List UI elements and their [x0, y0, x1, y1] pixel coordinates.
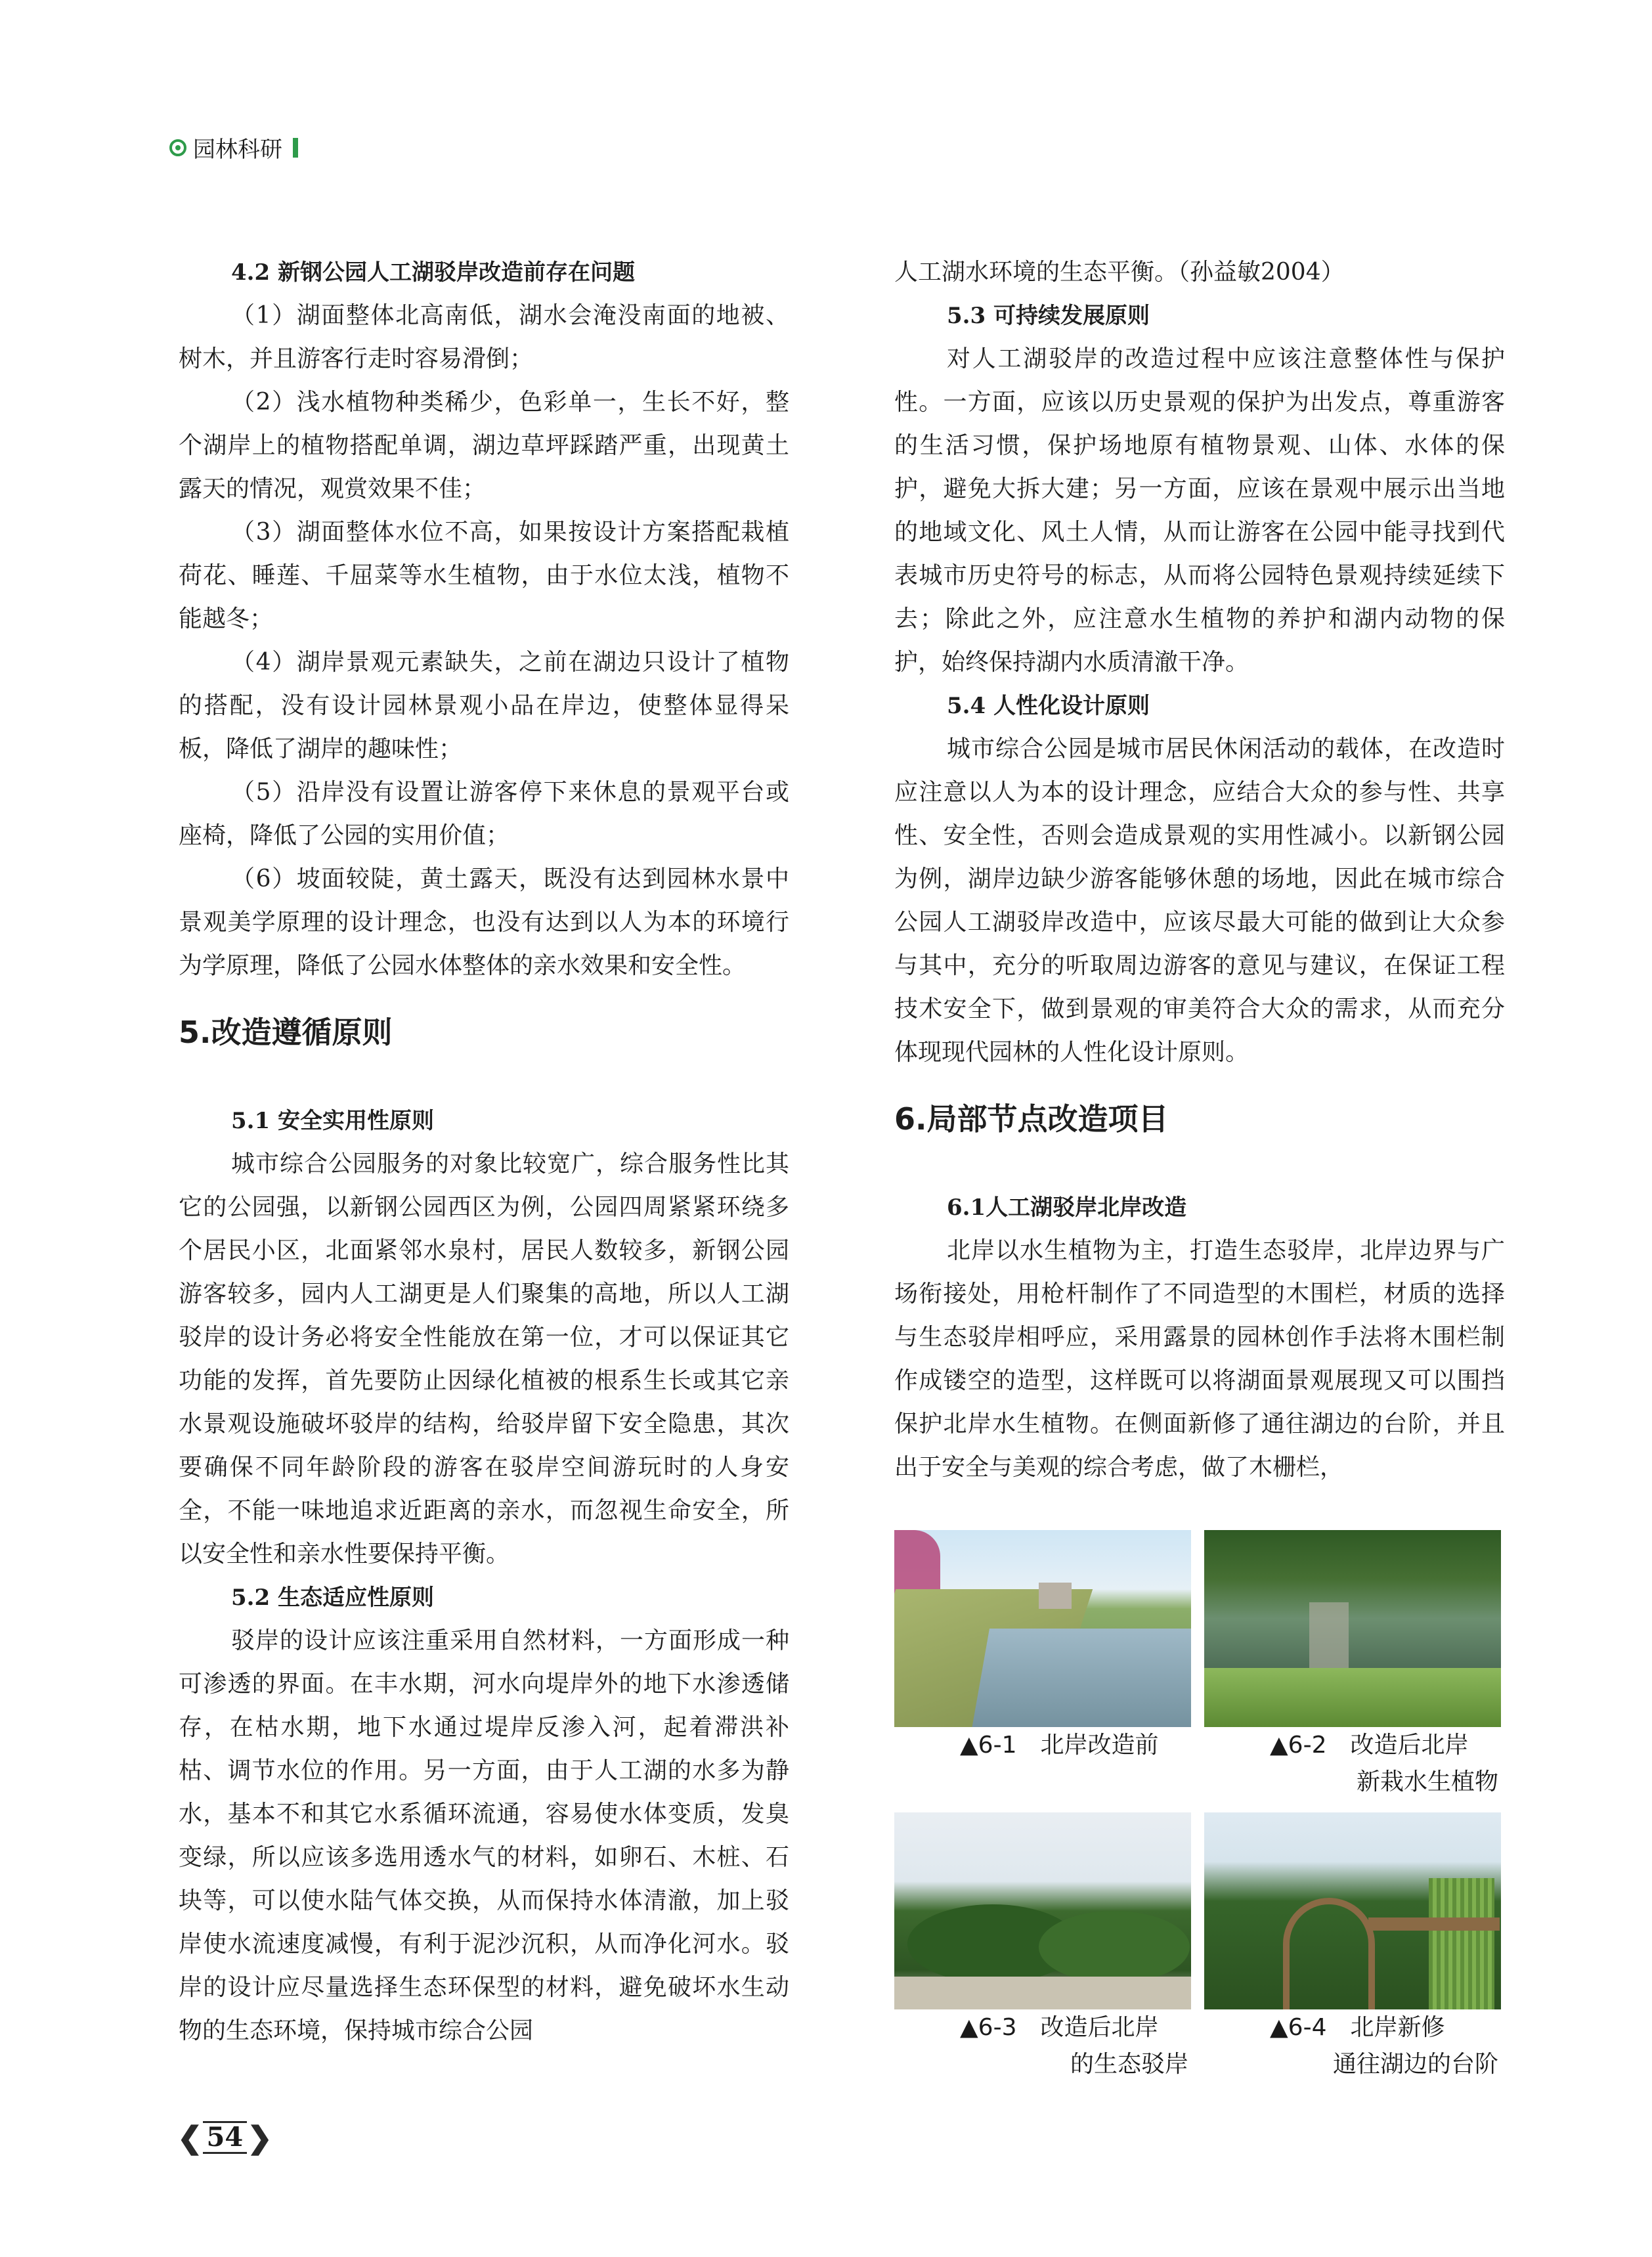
circle-logo-icon [169, 139, 186, 156]
section-5-4-paragraph: 城市综合公园是城市居民休闲活动的载体，在改造时应注意以人为本的设计理念，应结合大众的参与性、共享性、安全性，否则会造成景观的实用性减小。以新钢公园为例，湖岸边缺少游客能够休憩的场地，因此在城市综合公园人工湖驳岸改造中，应该尽最大可能的做到让大众参与其中，充分的听取周边游客的意见与建议，在保证工程技术安全下，做到景观的审美符合大众的需求，从而充分体现现代园林的人性化设计原则。 [894, 735, 1505, 1066]
section-5-1-paragraph: 城市综合公园服务的对象比较宽广，综合服务性比其它的公园强，以新钢公园西区为例，公园四周紧紧环绕多个居民小区，北面紧邻水泉村，居民人数较多，新钢公园游客较多，园内人工湖更是人们聚集的高地，所以人工湖驳岸的设计务必将安全性能放在第一位，才可以保证其它功能的发挥，首先要防止因绿化植被的根系生长或其它亲水景观设施破坏驳岸的结构，给驳岸留下安全隐患，其次要确保不同年龄阶段的游客在驳岸空间游玩时的人身安全，不能一味地追求近距离的亲水，而忽视生命安全，所以安全性和亲水性要保持平衡。 [179, 1150, 789, 1567]
figure-6-2 [1204, 1530, 1501, 1801]
section-5-3-title: 5.3 可持续发展原则 [947, 303, 1150, 329]
figure-caption: ▲6-4 北岸新修 通往湖边的台阶 [1270, 2014, 1498, 2078]
problem-item-6: （6）坡面较陡，黄土露天，既没有达到园林水景中景观美学原理的设计理念，也没有达到以人为本的环境行为学原理，降低了公园水体整体的亲水效果和安全性。 [179, 866, 789, 979]
figure-6-1 [894, 1530, 1191, 1764]
section-6-1-paragraph: 北岸以水生植物为主，打造生态驳岸，北岸边界与广场衔接处，用枪杆制作了不同造型的木围栏，材质的选择与生态驳岸相呼应，采用露景的园林创作手法将木围栏制作成镂空的造型，这样既可以将湖面景观展现又可以围挡保护北岸水生植物。在侧面新修了通往湖边的台阶，并且出于安全与美观的综合考虑，做了木栅栏， [894, 1237, 1505, 1481]
page-number-value: 54 [203, 2121, 248, 2154]
figure-6-3 [894, 1812, 1191, 2083]
section-5-4-title: 5.4 人性化设计原则 [947, 693, 1150, 719]
photo-ecological-revetment [894, 1812, 1191, 2009]
problem-item-4: （4）湖岸景观元素缺失，之前在湖边只设计了植物的搭配，没有设计园林景观小品在岸边，使整体显得呆板，降低了湖岸的趣味性； [179, 649, 789, 762]
section-4-2-title: 4.2 新钢公园人工湖驳岸改造前存在问题 [231, 259, 635, 286]
chevron-right-icon: ❯ [247, 2120, 272, 2155]
right-column [894, 251, 1505, 1489]
problem-item-5: （5）沿岸没有设置让游客停下来休息的景观平台或座椅，降低了公园的实用价值； [179, 779, 789, 849]
figure-6-4 [1204, 1812, 1501, 2083]
photo-new-aquatic-plants [1204, 1530, 1501, 1727]
continued-paragraph: 人工湖水环境的生态平衡。（孙益敏2004） [894, 259, 1345, 286]
problem-item-1: （1）湖面整体北高南低，湖水会淹没南面的地被、树木，并且游客行走时容易滑倒； [179, 302, 789, 372]
left-column [179, 251, 789, 2053]
figure-grid [894, 1530, 1501, 2095]
page-number [177, 2120, 272, 2155]
figure-caption: ▲6-2 改造后北岸 新栽水生植物 [1270, 1732, 1498, 1795]
problem-item-2: （2）浅水植物种类稀少，色彩单一，生长不好，整个湖岸上的植物搭配单调，湖边草坪踩踏严重，出现黄土露天的情况，观赏效果不佳； [179, 389, 789, 502]
section-5-heading: 5.改造遵循原则 [179, 1015, 393, 1050]
section-6-1-title: 6.1人工湖驳岸北岸改造 [947, 1194, 1187, 1221]
header-label: 园林科研 [193, 137, 282, 163]
problem-item-3: （3）湖面整体水位不高，如果按设计方案搭配栽植荷花、睡莲、千屈菜等水生植物，由于水位太浅，植物不能越冬； [179, 519, 789, 632]
section-6-heading: 6.局部节点改造项目 [894, 1101, 1169, 1137]
green-bar-icon [293, 138, 298, 158]
section-5-2-paragraph: 驳岸的设计应该注重采用自然材料，一方面形成一种可渗透的界面。在丰水期，河水向堤岸外的地下水渗透储存，在枯水期，地下水通过堤岸反渗入河，起着滞洪补枯、调节水位的作用。另一方面，由于人工湖的水多为静水，基本不和其它水系循环流通，容易使水体变质，发臭变绿，所以应该多选用透水气的材料，如卵石、木桩、石块等，可以使水陆气体交换，从而保持水体清澈，加上驳岸使水流速度减慢，有利于泥沙沉积，从而净化河水。驳岸的设计应尽量选择生态环保型的材料，避免破坏水生动物的生态环境，保持城市综合公园 [179, 1627, 789, 2044]
chevron-left-icon: ❮ [177, 2120, 203, 2155]
figure-caption: ▲6-1 北岸改造前 [960, 1732, 1159, 1759]
section-5-2-title: 5.2 生态适应性原则 [231, 1585, 434, 1611]
running-header [169, 131, 298, 164]
section-5-1-title: 5.1 安全实用性原则 [231, 1108, 434, 1134]
photo-north-bank-before [894, 1530, 1191, 1727]
section-5-3-paragraph: 对人工湖驳岸的改造过程中应该注意整体性与保护性。一方面，应该以历史景观的保护为出发点，尊重游客的生活习惯，保护场地原有植物景观、山体、水体的保护，避免大拆大建；另一方面，应该在景观中展示出当地的地域文化、风土人情，从而让游客在公园中能寻找到代表城市历史符号的标志，从而将公园特色景观持续延续下去；除此之外，应注意水生植物的养护和湖内动物的保护，始终保持湖内水质清澈干净。 [894, 345, 1505, 676]
photo-steps-to-lake [1204, 1812, 1501, 2009]
figure-caption: ▲6-3 改造后北岸 的生态驳岸 [960, 2014, 1188, 2078]
